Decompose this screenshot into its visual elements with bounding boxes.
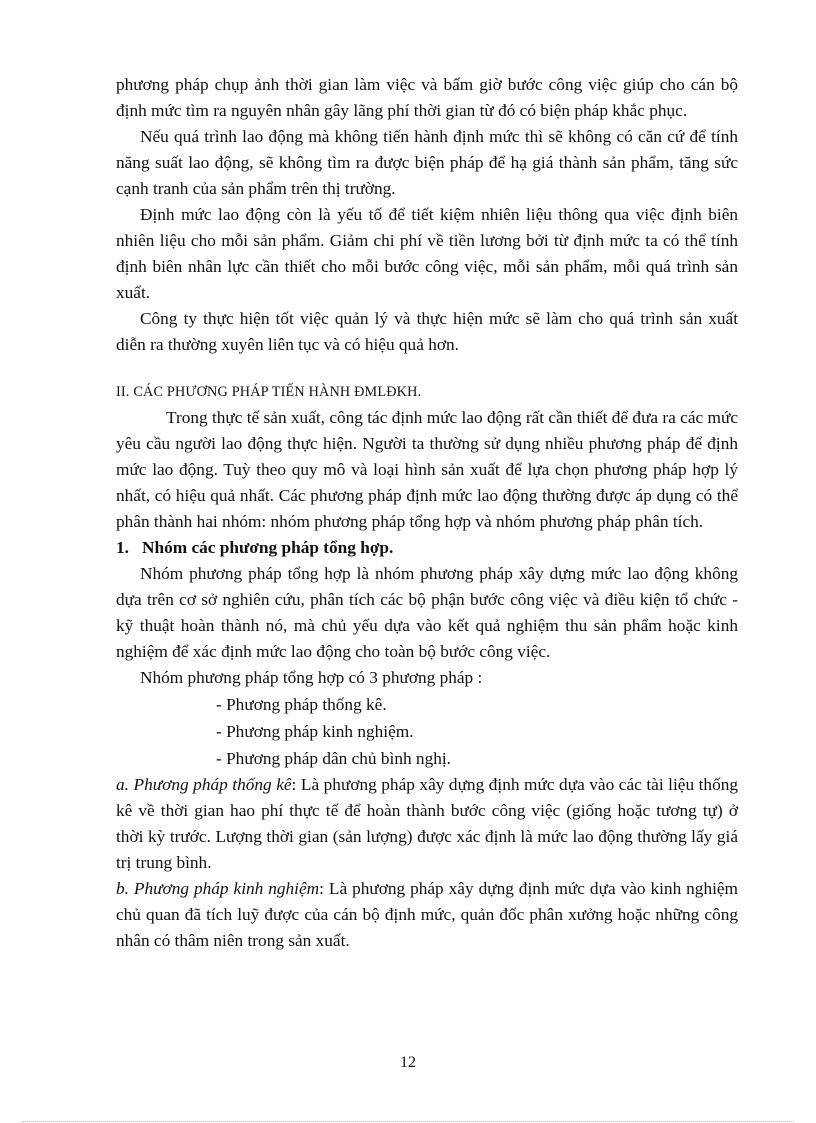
method-b-body: : Là phương pháp xây dựng định mức dựa vào kinh nghiệm chủ quan đã tích luỹ được của cán bộ định mức, quản đốc phân xưởng hoặc những công nhân có thâm niên trong sản xuất. (116, 879, 738, 950)
method-list-item: - Phương pháp thống kê. (216, 695, 387, 714)
subsection-number: 1. (116, 538, 129, 557)
section-intro-paragraph: Trong thực tế sản xuất, công tác định mức lao động rất cần thiết để đưa ra các mức yêu cầu người lao động thực hiện. Người ta thường sử dụng nhiều phương pháp để định mức lao động. Tuỳ theo quy mô và loại hình sản xuất để lựa chọn phương pháp hợp lý nhất, có hiệu quả nhất. Các phương pháp định mức lao động thường được áp dụng có thể phân thành hai nhóm: nhóm phương pháp tổng hợp và nhóm phương pháp phân tích. (116, 408, 738, 531)
method-b-term: b. Phương pháp kinh nghiệm (116, 879, 320, 898)
method-a-term: a. Phương pháp thống kê (116, 775, 292, 794)
subsection-title: Nhóm các phương pháp tổng hợp. (142, 538, 394, 557)
method-a-body: : Là phương pháp xây dựng định mức dựa vào các tài liệu thống kê về thời gian hao phí thực tế để hoàn thành bước công việc (giống hoặc tương tự) ở thời kỳ trước. Lượng thời gian (sản lượng) được xác định là mức lao động thường lấy giá trị trung bình. (116, 775, 738, 872)
section-heading: II. CÁC PHƯƠNG PHÁP TIẾN HÀNH ĐMLĐKH. (116, 384, 422, 400)
method-b-paragraph (116, 876, 738, 954)
subsection-definition: Nhóm phương pháp tổng hợp là nhóm phương pháp xây dựng mức lao động không dựa trên cơ sở nghiên cứu, phân tích các bộ phận bước công việc và điều kiện tổ chức - kỹ thuật hoàn thành nó, mà chủ yếu dựa vào kết quả nghiệm thu sản phẩm hoặc kinh nghiệm để xác định mức lao động cho toàn bộ bước công việc. (116, 564, 738, 661)
method-list-item: - Phương pháp kinh nghiệm. (216, 722, 414, 741)
intro-paragraph-1: phương pháp chụp ảnh thời gian làm việc và bấm giờ bước công việc giúp cho cán bộ định mức tìm ra nguyên nhân gây lãng phí thời gian từ đó có biện pháp khắc phục. (116, 75, 738, 120)
page-bottom-divider (22, 1121, 794, 1122)
methods-count-line: Nhóm phương pháp tổng hợp có 3 phương pháp : (140, 668, 483, 687)
intro-paragraph-4: Công ty thực hiện tốt việc quản lý và thực hiện mức sẽ làm cho quá trình sản xuất diễn ra thường xuyên liên tục và có hiệu quả hơn. (116, 309, 738, 354)
method-list-item: - Phương pháp dân chủ bình nghị. (216, 749, 451, 768)
page-content (116, 72, 738, 954)
page-number: 12 (400, 1054, 416, 1071)
subsection-heading (116, 535, 738, 561)
intro-paragraph-3: Định mức lao động còn là yếu tố để tiết kiệm nhiên liệu thông qua việc định biên nhiên liệu cho mỗi sản phẩm. Giảm chi phí về tiền lương bởi từ định mức ta có thể tính định biên nhân lực cần thiết cho mỗi bước công việc, mỗi sản phẩm, mỗi quá trình sản xuất. (116, 205, 738, 302)
intro-paragraph-2: Nếu quá trình lao động mà không tiến hành định mức thì sẽ không có căn cứ để tính năng suất lao động, sẽ không tìm ra được biện pháp để hạ giá thành sản phẩm, tăng sức cạnh tranh của sản phẩm trên thị trường. (116, 127, 738, 198)
method-a-paragraph (116, 772, 738, 876)
